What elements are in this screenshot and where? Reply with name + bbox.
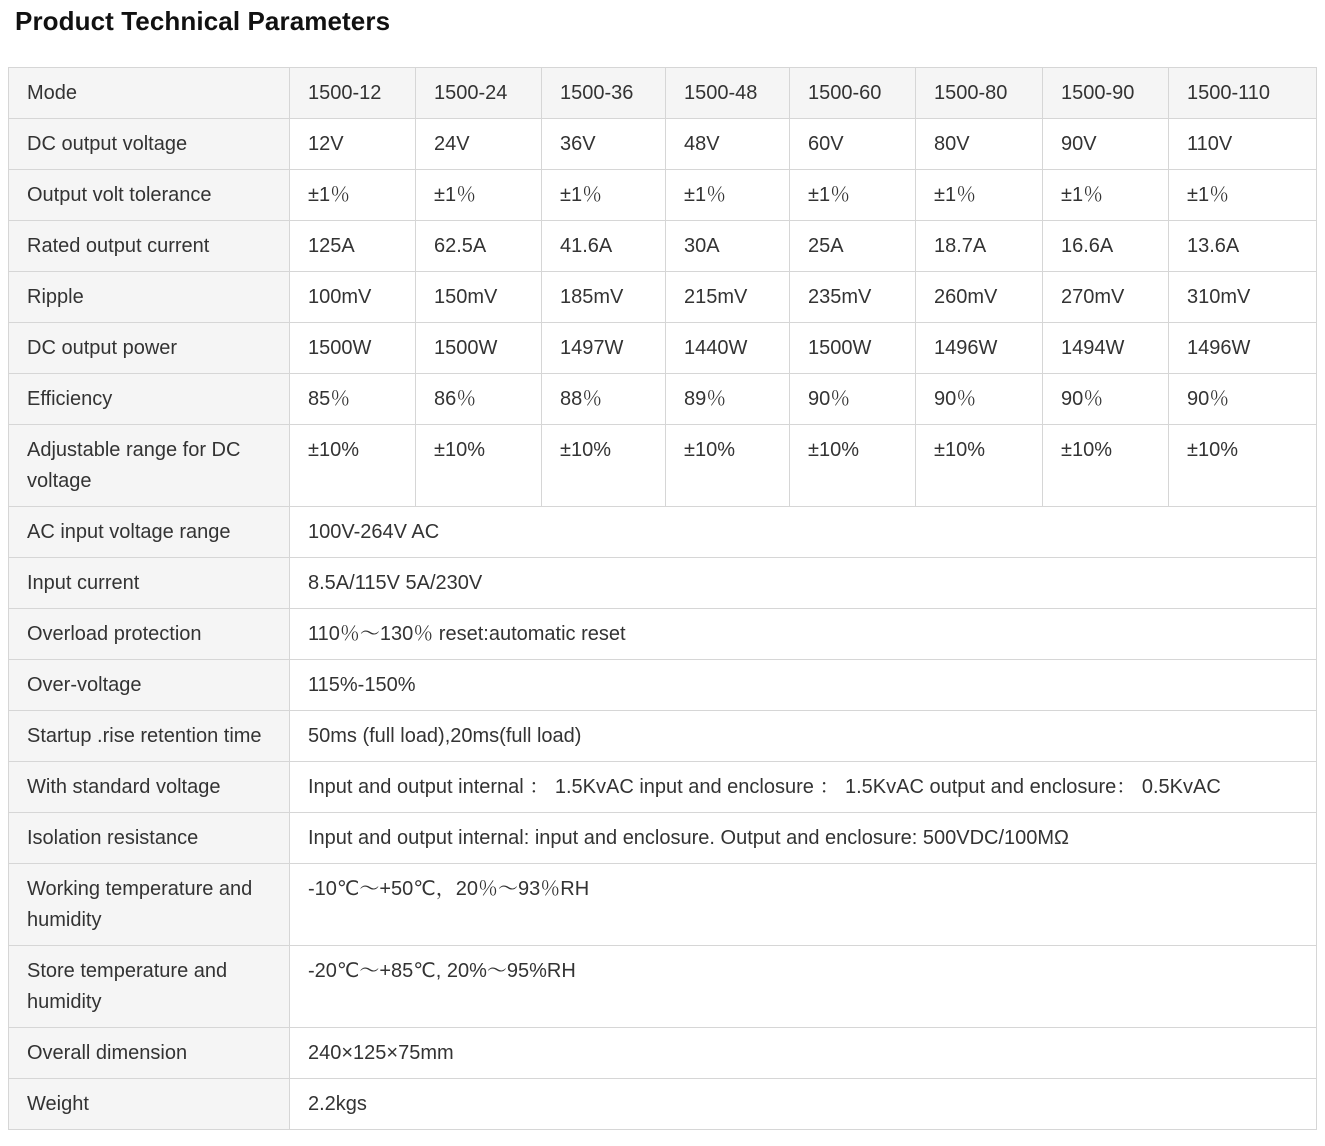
shared-value-cell: Input and output internal: input and enclosure. Output and enclosure: 500VDC/100MΩ (290, 813, 1317, 864)
technical-parameters-table (8, 67, 1317, 1130)
value-cell: ±1％ (666, 170, 790, 221)
value-cell: 24V (416, 119, 542, 170)
row-label: Overload protection (9, 609, 290, 660)
table-row (9, 272, 1317, 323)
value-cell: 260mV (916, 272, 1043, 323)
table-row (9, 507, 1317, 558)
value-cell: ±1％ (790, 170, 916, 221)
value-cell: 88％ (542, 374, 666, 425)
shared-value-cell: 8.5A/115V 5A/230V (290, 558, 1317, 609)
value-cell: ±10% (790, 425, 916, 507)
table-row (9, 946, 1317, 1028)
value-cell: 86％ (416, 374, 542, 425)
value-cell: 90％ (790, 374, 916, 425)
value-cell: 13.6A (1169, 221, 1317, 272)
value-cell: 110V (1169, 119, 1317, 170)
value-cell: ±10% (416, 425, 542, 507)
row-label: Store temperature and humidity (9, 946, 290, 1028)
row-label: AC input voltage range (9, 507, 290, 558)
table-row (9, 660, 1317, 711)
value-cell: ±10% (1169, 425, 1317, 507)
value-cell: 30A (666, 221, 790, 272)
shared-value-cell: 2.2kgs (290, 1079, 1317, 1130)
shared-value-cell: 110％～130％ reset:automatic reset (290, 609, 1317, 660)
value-cell: 125A (290, 221, 416, 272)
row-label: Efficiency (9, 374, 290, 425)
row-label: Output volt tolerance (9, 170, 290, 221)
row-label: Isolation resistance (9, 813, 290, 864)
value-cell: ±10% (666, 425, 790, 507)
value-cell: 90％ (916, 374, 1043, 425)
table-row (9, 1079, 1317, 1130)
value-cell: ±1％ (1043, 170, 1169, 221)
value-cell: 1496W (1169, 323, 1317, 374)
value-cell: ±1％ (416, 170, 542, 221)
row-label: Input current (9, 558, 290, 609)
model-header-cell: 1500-110 (1169, 68, 1317, 119)
value-cell: 1497W (542, 323, 666, 374)
value-cell: 25A (790, 221, 916, 272)
table-row (9, 119, 1317, 170)
value-cell: 36V (542, 119, 666, 170)
table-row (9, 323, 1317, 374)
row-label: Adjustable range for DC voltage (9, 425, 290, 507)
row-label: Mode (9, 68, 290, 119)
value-cell: ±10% (542, 425, 666, 507)
value-cell: 185mV (542, 272, 666, 323)
row-label: Startup .rise retention time (9, 711, 290, 762)
value-cell: 270mV (1043, 272, 1169, 323)
table-row (9, 762, 1317, 813)
model-header-cell: 1500-48 (666, 68, 790, 119)
table-row (9, 425, 1317, 507)
row-label: Rated output current (9, 221, 290, 272)
value-cell: 16.6A (1043, 221, 1169, 272)
value-cell: 1440W (666, 323, 790, 374)
value-cell: 90％ (1169, 374, 1317, 425)
value-cell: 80V (916, 119, 1043, 170)
shared-value-cell: -10℃～+50℃，20％～93％RH (290, 864, 1317, 946)
table-row (9, 864, 1317, 946)
value-cell: 62.5A (416, 221, 542, 272)
value-cell: ±10% (916, 425, 1043, 507)
value-cell: 1494W (1043, 323, 1169, 374)
value-cell: ±1％ (542, 170, 666, 221)
value-cell: 235mV (790, 272, 916, 323)
model-header-cell: 1500-36 (542, 68, 666, 119)
row-label: DC output power (9, 323, 290, 374)
value-cell: 1496W (916, 323, 1043, 374)
value-cell: 48V (666, 119, 790, 170)
row-label: Working temperature and humidity (9, 864, 290, 946)
value-cell: ±10% (290, 425, 416, 507)
shared-value-cell: -20℃～+85℃, 20%～95%RH (290, 946, 1317, 1028)
value-cell: 41.6A (542, 221, 666, 272)
value-cell: ±1％ (1169, 170, 1317, 221)
page-title: Product Technical Parameters (15, 6, 391, 36)
value-cell: 85％ (290, 374, 416, 425)
shared-value-cell: Input and output internal ： 1.5KvAC input and enclosure ： 1.5KvAC output and enclosure： 0.5KvAC (290, 762, 1317, 813)
value-cell: 60V (790, 119, 916, 170)
value-cell: 90V (1043, 119, 1169, 170)
model-header-cell: 1500-60 (790, 68, 916, 119)
table-row (9, 374, 1317, 425)
table-row (9, 558, 1317, 609)
table-row (9, 170, 1317, 221)
model-header-cell: 1500-24 (416, 68, 542, 119)
value-cell: 215mV (666, 272, 790, 323)
table-header-row (9, 68, 1317, 119)
row-label: Over-voltage (9, 660, 290, 711)
shared-value-cell: 115%-150% (290, 660, 1317, 711)
model-header-cell: 1500-12 (290, 68, 416, 119)
table-row (9, 813, 1317, 864)
table-row (9, 221, 1317, 272)
row-label: Ripple (9, 272, 290, 323)
value-cell: 12V (290, 119, 416, 170)
table-row (9, 711, 1317, 762)
value-cell: 1500W (790, 323, 916, 374)
value-cell: ±1％ (916, 170, 1043, 221)
value-cell: ±10% (1043, 425, 1169, 507)
table-row (9, 1028, 1317, 1079)
table-body (9, 68, 1317, 1130)
value-cell: 89％ (666, 374, 790, 425)
value-cell: 18.7A (916, 221, 1043, 272)
row-label: With standard voltage (9, 762, 290, 813)
model-header-cell: 1500-90 (1043, 68, 1169, 119)
model-header-cell: 1500-80 (916, 68, 1043, 119)
value-cell: 90％ (1043, 374, 1169, 425)
row-label: DC output voltage (9, 119, 290, 170)
row-label: Weight (9, 1079, 290, 1130)
value-cell: 1500W (416, 323, 542, 374)
value-cell: 150mV (416, 272, 542, 323)
value-cell: 310mV (1169, 272, 1317, 323)
table-row (9, 609, 1317, 660)
shared-value-cell: 50ms (full load),20ms(full load) (290, 711, 1317, 762)
shared-value-cell: 100V-264V AC (290, 507, 1317, 558)
shared-value-cell: 240×125×75mm (290, 1028, 1317, 1079)
value-cell: 1500W (290, 323, 416, 374)
value-cell: ±1％ (290, 170, 416, 221)
row-label: Overall dimension (9, 1028, 290, 1079)
value-cell: 100mV (290, 272, 416, 323)
